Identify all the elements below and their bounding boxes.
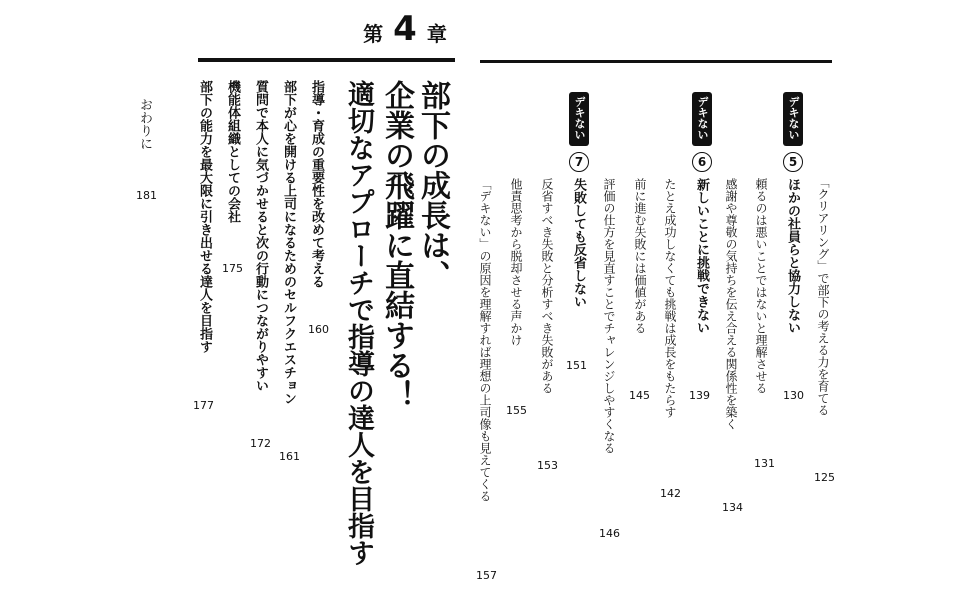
chapter-title: [355, 9, 455, 49]
page-number: 181: [136, 189, 157, 202]
toc-entry[interactable]: 機能体組織としての会社: [225, 80, 240, 223]
section-7-badge: デキない: [569, 92, 589, 146]
page-number: 160: [308, 323, 329, 336]
page-number: 142: [660, 487, 681, 500]
section-6-number: 6: [692, 152, 712, 172]
page-number: 155: [506, 404, 527, 417]
toc-entry[interactable]: 指導・育成の重要性を改めて考える: [309, 80, 324, 288]
toc-entry-ending[interactable]: おわりに: [137, 98, 152, 150]
chapter-title-line-3: 適切なアプローチで指導の達人を目指す: [343, 80, 374, 566]
left-heading-rule: [198, 58, 455, 62]
chapter-number: 4: [393, 9, 417, 49]
page-number: 157: [476, 569, 497, 582]
page-number: 153: [537, 459, 558, 472]
page-number: 172: [250, 437, 271, 450]
page-number: 125: [814, 471, 835, 484]
page-number: 146: [599, 527, 620, 540]
page-number: 177: [193, 399, 214, 412]
toc-entry[interactable]: 部下の能力を最大限に引き出せる達人を目指す: [197, 80, 212, 353]
page-number: 161: [279, 450, 300, 463]
toc-entry[interactable]: 評価の仕方を見直すことでチャレンジしやすくなる: [602, 178, 616, 454]
toc-entry[interactable]: 「クリアリング」で部下の考える力を育てる: [816, 176, 830, 416]
section-5-badge: デキない: [783, 92, 803, 146]
page-number: 145: [629, 389, 650, 402]
toc-entry[interactable]: 頼るのは悪いことではないと理解させる: [754, 178, 768, 394]
page-number: 130: [783, 389, 804, 402]
toc-entry[interactable]: たとえ成功しなくても挑戦は成長をもたらす: [663, 178, 677, 418]
section-7-number: 7: [569, 152, 589, 172]
toc-entry[interactable]: 部下が心を開ける上司になるためのセルフクエスチョン: [281, 80, 296, 405]
toc-entry[interactable]: 感謝や尊敬の気持ちを伝え合える関係性を築く: [724, 178, 738, 430]
section-6-heading: 新しいことに挑戦できない: [694, 178, 709, 334]
toc-entry[interactable]: 他責思考から脱却させる声かけ: [509, 178, 523, 346]
page-number: 131: [754, 457, 775, 470]
toc-entry[interactable]: 「デキない」の原因を理解すれば理想の上司像も見えてくる: [478, 178, 492, 502]
toc-entry[interactable]: 質問で本人に気づかせると次の行動につながりやすい: [253, 80, 268, 392]
chapter-prefix: 第: [363, 22, 384, 46]
page-number: 139: [689, 389, 710, 402]
toc-entry[interactable]: 前に進む失敗には価値がある: [633, 178, 647, 334]
right-heading-rule: [480, 60, 832, 63]
section-5-heading: ほかの社員らと協力しない: [785, 178, 800, 334]
chapter-title-line-1: 部下の成長は、: [415, 80, 450, 290]
chapter-title-line-2: 企業の飛躍に直結する！: [379, 80, 414, 410]
page-number: 175: [222, 262, 243, 275]
section-6-badge: デキない: [692, 92, 712, 146]
page-number: 134: [722, 501, 743, 514]
section-7-heading: 失敗しても反省しない: [571, 178, 586, 308]
toc-entry[interactable]: 反省すべき失敗と分析すべき失敗がある: [540, 178, 554, 394]
page-number: 151: [566, 359, 587, 372]
section-5-number: 5: [783, 152, 803, 172]
chapter-suffix: 章: [426, 22, 447, 46]
